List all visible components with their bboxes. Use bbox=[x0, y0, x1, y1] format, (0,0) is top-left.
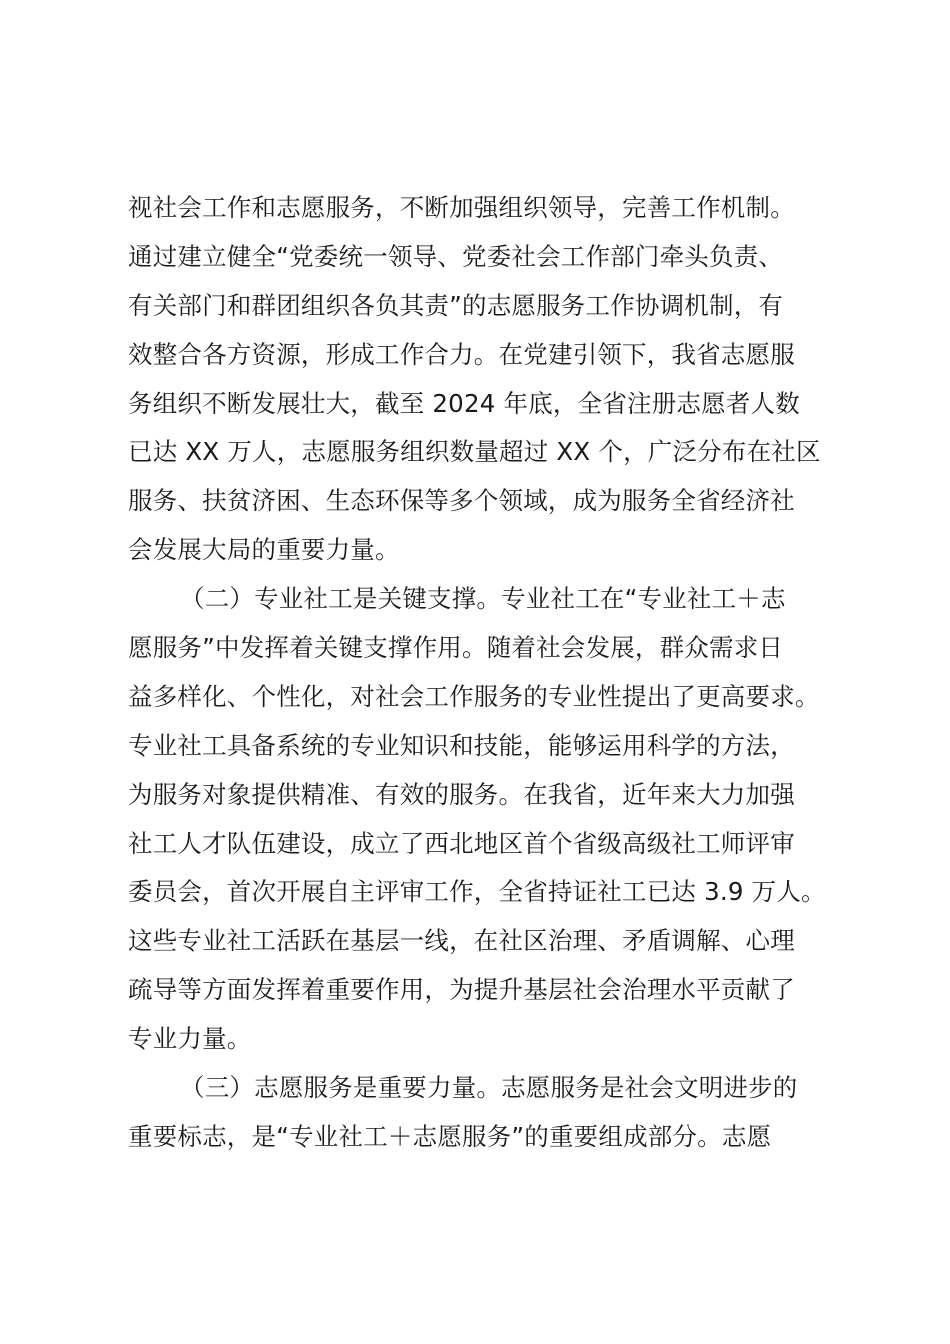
text-line: 视社会工作和志愿服务，不断加强组织领导，完善工作机制。 bbox=[128, 193, 795, 222]
section-heading-line: （二）专业社工是关键支撑。专业社工在“专业社工＋志 bbox=[180, 584, 786, 614]
text-line: 委员会，首次开展自主评审工作，全省持证社工已达 3.9 万人。 bbox=[128, 877, 826, 907]
text-line: 益多样化、个性化，对社会工作服务的专业性提出了更高要求。 bbox=[128, 681, 820, 711]
text-line: 社工人才队伍建设，成立了西北地区首个省级高级社工师评审 bbox=[128, 828, 795, 858]
text-line: 会发展大局的重要力量。 bbox=[128, 535, 400, 565]
text-line: 这些专业社工活跃在基层一线，在社区治理、矛盾调解、心理 bbox=[128, 926, 795, 956]
text-line: 专业力量。 bbox=[128, 1024, 252, 1054]
text-line: 为服务对象提供精准、有效的服务。在我省，近年来大力加强 bbox=[128, 779, 795, 809]
text-line: 已达 XX 万人，志愿服务组织数量超过 XX 个，广泛分布在社区 bbox=[128, 437, 821, 467]
text-line: 专业社工具备系统的专业知识和技能，能够运用科学的方法， bbox=[128, 730, 795, 760]
body-text bbox=[128, 184, 848, 1162]
text-line: 通过建立健全“党委统一领导、党委社会工作部门牵头负责、 bbox=[128, 241, 784, 271]
text-line: 效整合各方资源，形成工作合力。在党建引领下，我省志愿服 bbox=[128, 339, 795, 369]
text-line: 务组织不断发展壮大，截至 2024 年底，全省注册志愿者人数 bbox=[128, 388, 800, 418]
text-line: 疏导等方面发挥着重要作用，为提升基层社会治理水平贡献了 bbox=[128, 975, 795, 1005]
text-line: 有关部门和群团组织各负其责”的志愿服务工作协调机制，有 bbox=[128, 290, 784, 320]
text-line: 服务、扶贫济困、生态环保等多个领域，成为服务全省经济社 bbox=[128, 486, 795, 516]
section-heading-line: （三）志愿服务是重要力量。志愿服务是社会文明进步的 bbox=[180, 1073, 798, 1103]
text-line: 重要标志，是“专业社工＋志愿服务”的重要组成部分。志愿 bbox=[128, 1121, 772, 1151]
text-line: 愿服务”中发挥着关键支撑作用。随着社会发展，群众需求日 bbox=[128, 633, 784, 663]
